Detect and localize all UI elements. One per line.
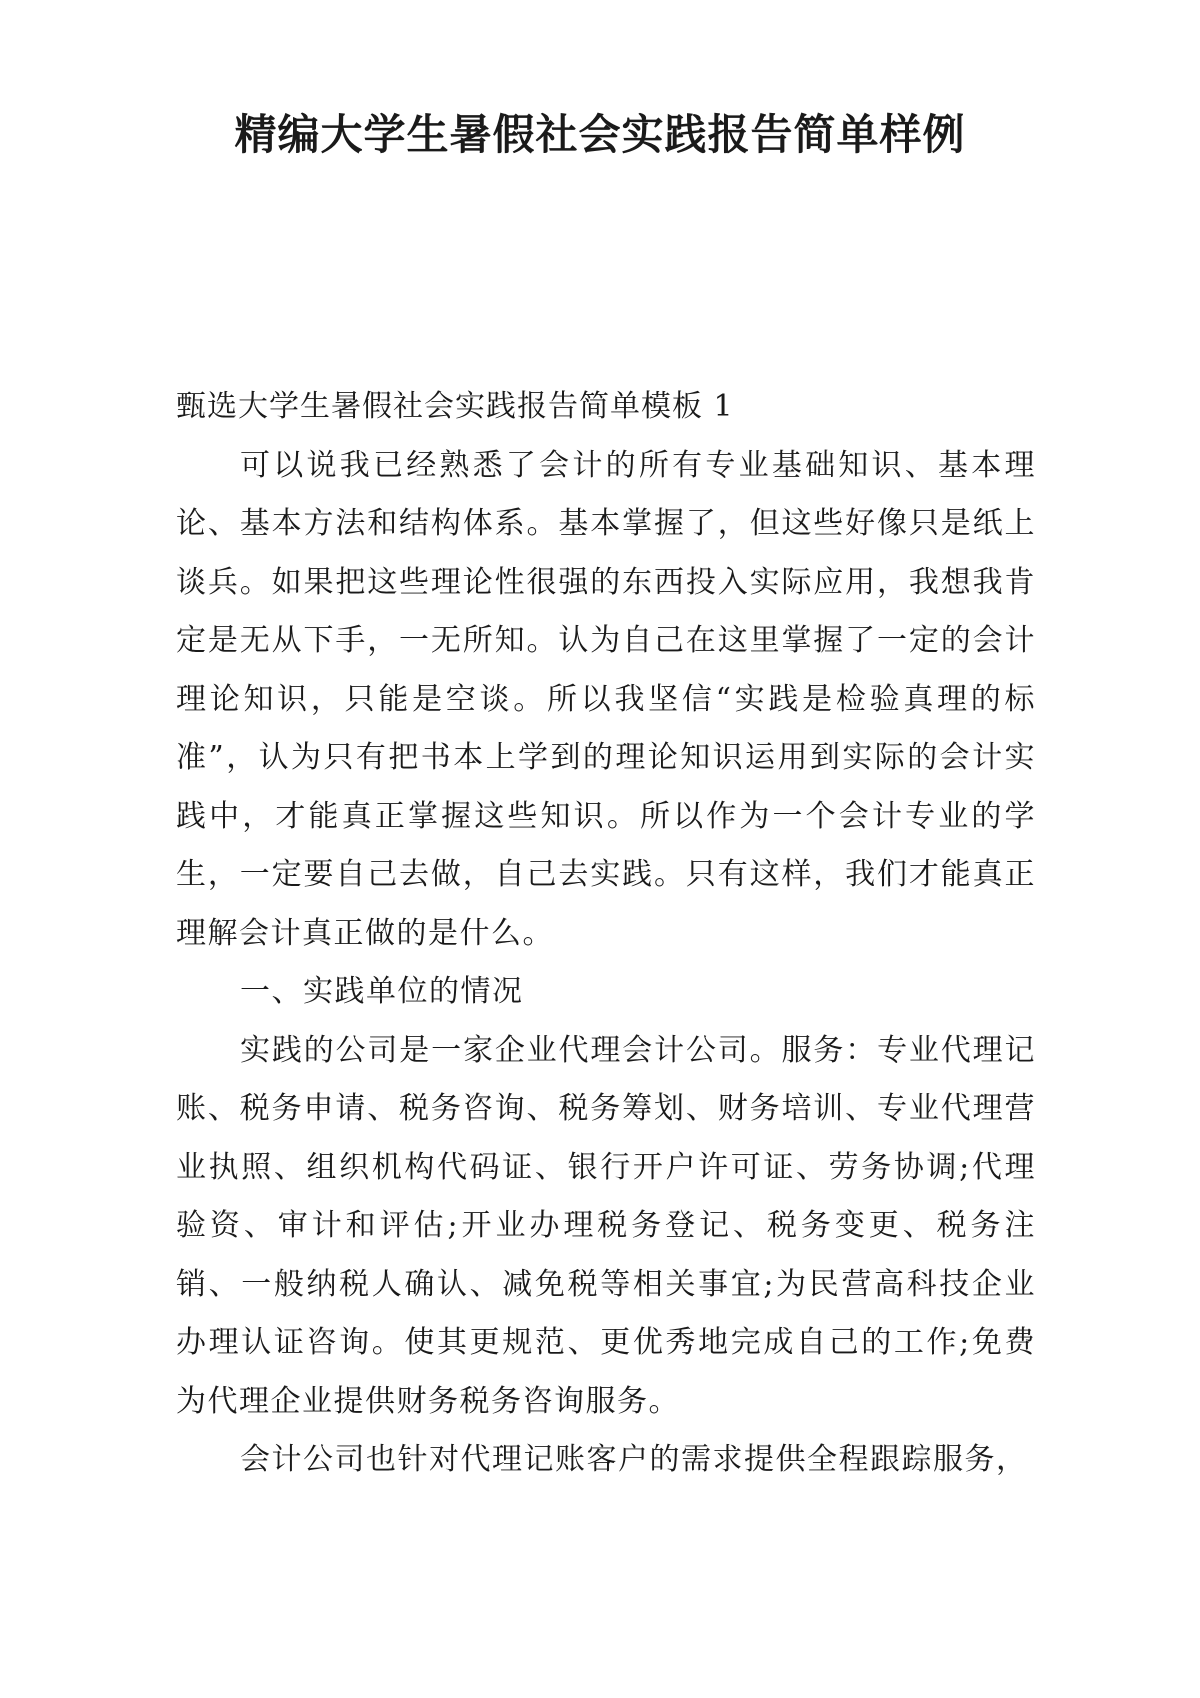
paragraph-company: 实践的公司是一家企业代理会计公司。服务：专业代理记账、税务申请、税务咨询、税务筹划、财务培训、专业代理营业执照、组织机构代码证、银行开户许可证、劳务协调;代理验资、审计和评估;开业办理税务登记、税务变更、税务注销、一般纳税人确认、减免税等相关事宜;为民营高科技企业办理认证咨询。使其更规范、更优秀地完成自己的工作;免费为代理企业提供财务税务咨询服务。 — [176, 1032, 1036, 1419]
paragraph-intro: 可以说我已经熟悉了会计的所有专业基础知识、基本理论、基本方法和结构体系。基本掌握了，但这些好像只是纸上谈兵。如果把这些理论性很强的东西投入实际应用，我想我肯定是无从下手，一无所知。认为自己在这里掌握了一定的会计理论知识，只能是空谈。所以我坚信“实践是检验真理的标准”，认为只有把书本上学到的理论知识运用到实际的会计实践中，才能真正掌握这些知识。所以作为一个会计专业的学生，一定要自己去做，自己去实践。只有这样，我们才能真正理解会计真正做的是什么。 — [176, 447, 1036, 951]
document-title: 精编大学生暑假社会实践报告简单样例 — [234, 110, 966, 159]
paragraph-service: 会计公司也针对代理记账客户的需求提供全程跟踪服务， — [240, 1442, 1028, 1477]
section-heading: 一、实践单位的情况 — [240, 974, 524, 1009]
document-body — [176, 378, 1036, 1490]
document-subtitle: 甄选大学生暑假社会实践报告简单模板 1 — [176, 389, 734, 424]
